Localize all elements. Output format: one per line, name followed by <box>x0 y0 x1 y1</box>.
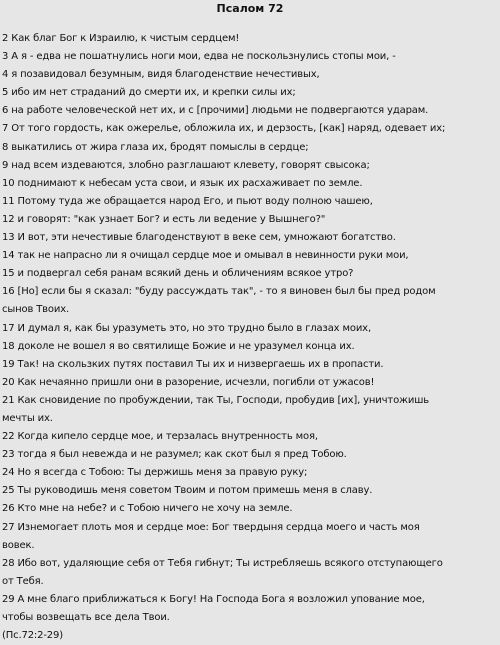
verse-line: 9 над всем издеваются, злобно разглашают клевету, говорят свысока; <box>2 159 370 171</box>
verse-line: 2 Как благ Бог к Израилю, к чистым сердцем! <box>2 33 240 44</box>
verse-line: 17 И думал я, как бы уразуметь это, но это трудно было в глазах моих, <box>2 322 371 334</box>
verse-line: 23 тогда я был невежда и не разумел; как скот был я пред Тобою. <box>2 449 347 461</box>
verse-line: 7 От того гордость, как ожерелье, обложила их, и дерзость, [как] наряд, одевает их; <box>2 123 446 135</box>
verse-line: 21 Как сновидение по пробуждении, так Ты, Господи, пробудив [их], уничтожишь <box>2 394 430 406</box>
verse-line: 4 я позавидовал безумным, видя благоденствие нечестивых, <box>2 69 320 81</box>
verse-line: 5 ибо им нет страданий до смерти их, и крепки силы их; <box>2 87 296 99</box>
verse-line: 15 и подвергал себя ранам всякий день и обличениям всякое утро? <box>2 268 354 280</box>
scripture-reference: (Пс.72:2-29) <box>2 630 63 642</box>
verse-line: 26 Кто мне на небе? и с Тобою ничего не хочу на земле. <box>2 503 293 515</box>
verse-line: 12 и говорят: "как узнает Бог? и есть ли ведение у Вышнего?" <box>2 213 326 225</box>
verse-line: 13 И вот, эти нечестивые благоденствуют в веке сем, умножают богатство. <box>2 232 396 244</box>
verse-list <box>2 30 500 645</box>
verse-line: 20 Как нечаянно пришли они в разорение, исчезли, погибли от ужасов! <box>2 376 375 388</box>
verse-line: 8 выкатились от жира глаза их, бродят помыслы в сердце; <box>2 141 309 153</box>
page-title: Псалом 72 <box>216 2 284 15</box>
verse-line: 25 Ты руководишь меня советом Твоим и потом примешь меня в славу. <box>2 485 373 497</box>
verse-line: 19 Так! на скользких путях поставил Ты их и низвергаешь их в пропасти. <box>2 358 384 370</box>
verse-line: 3 А я - едва не пошатнулись ноги мои, едва не поскользнулись стопы мои, - <box>2 51 396 63</box>
verse-line: 22 Когда кипело сердце мое, и терзалась внутренность моя, <box>2 431 318 443</box>
verse-continuation: сынов Твоих. <box>2 304 70 316</box>
verse-line: 6 на работе человеческой нет их, и с [прочими] людьми не подвергаются ударам. <box>2 105 429 117</box>
verse-line: 16 [Но] если бы я сказал: "буду рассуждать так", - то я виновен был бы пред родом <box>2 286 436 298</box>
verse-line: 10 поднимают к небесам уста свои, и язык их расхаживает по земле. <box>2 177 363 189</box>
verse-line: 14 так не напрасно ли я очищал сердце мое и омывал в невинности руки мои, <box>2 250 409 262</box>
verse-continuation: от Тебя. <box>2 575 44 587</box>
verse-line: 28 Ибо вот, удаляющие себя от Тебя гибнут; Ты истребляешь всякого отступающего <box>2 557 443 569</box>
verse-continuation: мечты их. <box>2 412 53 424</box>
verse-line: 24 Но я всегда с Тобою: Ты держишь меня за правую руку; <box>2 467 308 479</box>
verse-line: 18 доколе не вошел я во святилище Божие и не уразумел конца их. <box>2 340 355 352</box>
verse-line: 29 А мне благо приближаться к Богу! На Господа Бога я возложил упование мое, <box>2 593 425 605</box>
verse-line: 27 Изнемогает плоть моя и сердце мое: Бог твердыня сердца моего и часть моя <box>2 521 420 533</box>
verse-line: 11 Потому туда же обращается народ Его, и пьют воду полною чашею, <box>2 195 373 207</box>
verse-continuation: чтобы возвещать все дела Твои. <box>2 612 170 623</box>
verse-continuation: вовек. <box>2 539 35 551</box>
